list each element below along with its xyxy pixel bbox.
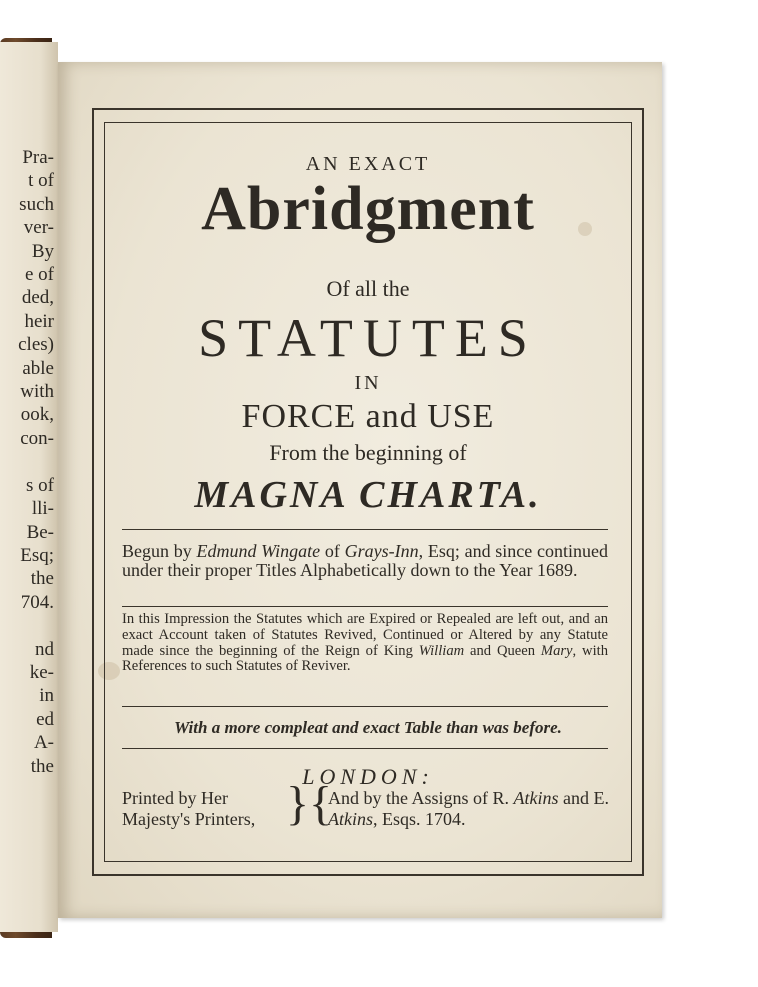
table-line: With a more compleat and exact Table than was before. [174,718,562,737]
divider-rule [122,529,608,530]
line-abridgment: Abridgment [201,175,535,243]
line-of-all-the: Of all the [326,276,410,301]
left-page-text: Pra- t of such ver- By e of ded, heir cles) able with ook, con- s of lli- Be- Esq; the 704. nd ke- in ed A- the [18,147,54,777]
divider-rule [122,606,608,607]
line-force-and-use: FORCE and USE [241,398,495,435]
imprint-printers: Printed by Her Majesty's Printers, [122,788,256,829]
line-from-the-beginning: From the beginning of [269,440,467,465]
line-an-exact: AN EXACT [305,153,431,175]
left-page [0,42,58,932]
imprint-city: LONDON: [302,764,434,789]
impression-paragraph: In this Impression the Statutes which are Expired or Repealed are left out, and an exact Account taken of Statutes Revived, Continued or Altered by any Statute made since the beginning of the Reign of King William and Queen Mary, with References to such Statutes of Reviver. [122,611,608,675]
line-statutes: STATUTES [198,308,538,368]
imprint-assigns: And by the Assigns of R. Atkins and E. Atkins, Esqs. 1704. [328,788,609,829]
begun-paragraph: Begun by Edmund Wingate of Grays-Inn, Esq; and since continued under their proper Titles Alphabetically down to the Year 1689. [122,541,608,580]
line-magna-charta: MAGNA CHARTA. [194,474,542,516]
divider-rule [122,706,608,707]
divider-rule [122,748,608,749]
line-in: IN [354,372,382,394]
imprint-brace: }{ [286,777,333,830]
